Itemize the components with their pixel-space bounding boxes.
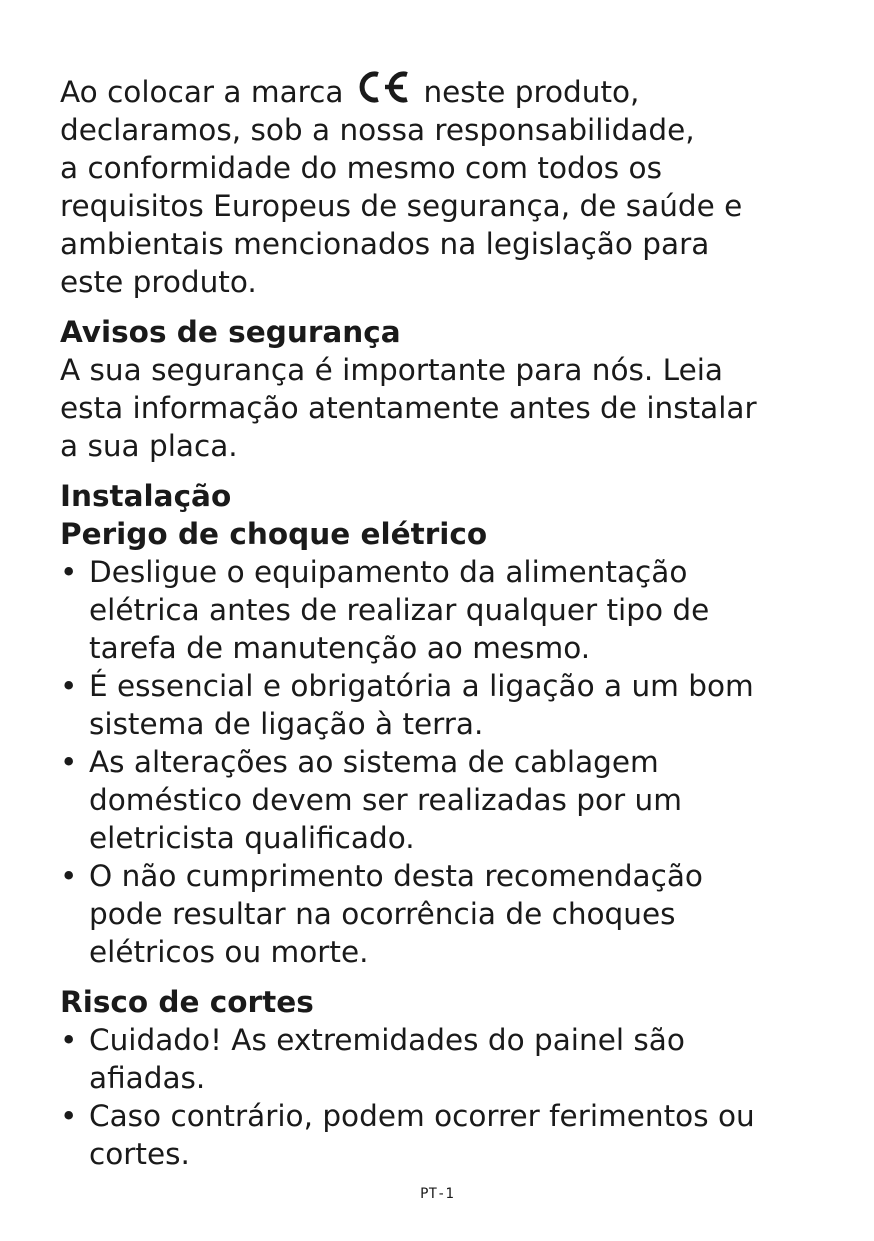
list-item-line: tarefa de manutenção ao mesmo. — [89, 631, 591, 665]
intro-line-4: requisitos Europeus de segurança, de saúde e — [60, 189, 743, 223]
safety-line-3: a sua placa. — [60, 429, 238, 463]
electric-shock-subheading: Perigo de choque elétrico — [60, 517, 488, 551]
intro-line-3: a conformidade do mesmo com todos os — [60, 151, 662, 185]
list-item — [60, 553, 820, 667]
bullet-icon: • — [60, 669, 78, 703]
bullet-icon: • — [60, 1023, 78, 1057]
list-item-line: sistema de ligação à terra. — [89, 707, 484, 741]
safety-heading: Avisos de segurança — [60, 315, 401, 349]
intro-line-5: ambientais mencionados na legislação para — [60, 227, 710, 261]
installation-heading: Instalação — [60, 479, 232, 513]
list-item-line: É essencial e obrigatória a ligação a um bom — [89, 669, 754, 703]
document-page — [60, 68, 820, 1173]
list-item — [60, 1021, 820, 1097]
intro-line-1-after: neste produto, — [423, 75, 640, 109]
list-item — [60, 857, 820, 971]
list-item-line: As alterações ao sistema de cablagem — [89, 745, 659, 779]
list-item-line: pode resultar na ocorrência de choques — [89, 897, 676, 931]
intro-line-1-before: Ao colocar a marca — [60, 75, 344, 109]
list-item-line: cortes. — [89, 1137, 190, 1171]
list-item — [60, 1097, 820, 1173]
list-item — [60, 743, 820, 857]
list-item-line: Desligue o equipamento da alimentação — [89, 555, 688, 589]
intro-line-6: este produto. — [60, 265, 257, 299]
intro-line-2: declaramos, sob a nossa responsabilidade, — [60, 113, 695, 147]
bullet-icon: • — [60, 859, 78, 893]
safety-line-2: esta informação atentamente antes de instalar — [60, 391, 757, 425]
intro-line-1 — [60, 68, 820, 111]
list-item-line: Cuidado! As extremidades do painel são — [89, 1023, 685, 1057]
safety-paragraph — [60, 351, 820, 465]
list-item-line: elétrica antes de realizar qualquer tipo de — [89, 593, 710, 627]
list-item-line: O não cumprimento desta recomendação — [89, 859, 703, 893]
bullet-icon: • — [60, 555, 78, 589]
section-gap — [60, 465, 820, 477]
cuts-heading: Risco de cortes — [60, 985, 314, 1019]
page-number: PT-1 — [420, 1186, 454, 1202]
list-item-line: afiadas. — [89, 1061, 206, 1095]
section-gap — [60, 971, 820, 983]
list-item-line: Caso contrário, podem ocorrer ferimentos ou — [89, 1099, 755, 1133]
ce-mark-icon — [355, 70, 411, 104]
bullet-icon: • — [60, 1099, 78, 1133]
intro-paragraph — [60, 68, 820, 301]
cuts-list — [60, 1021, 820, 1173]
section-gap — [60, 301, 820, 313]
list-item — [60, 667, 820, 743]
bullet-icon: • — [60, 745, 78, 779]
list-item-line: elétricos ou morte. — [89, 935, 369, 969]
electric-shock-list — [60, 553, 820, 971]
safety-line-1: A sua segurança é importante para nós. Leia — [60, 353, 723, 387]
list-item-line: eletricista qualificado. — [89, 821, 415, 855]
list-item-line: doméstico devem ser realizadas por um — [89, 783, 682, 817]
